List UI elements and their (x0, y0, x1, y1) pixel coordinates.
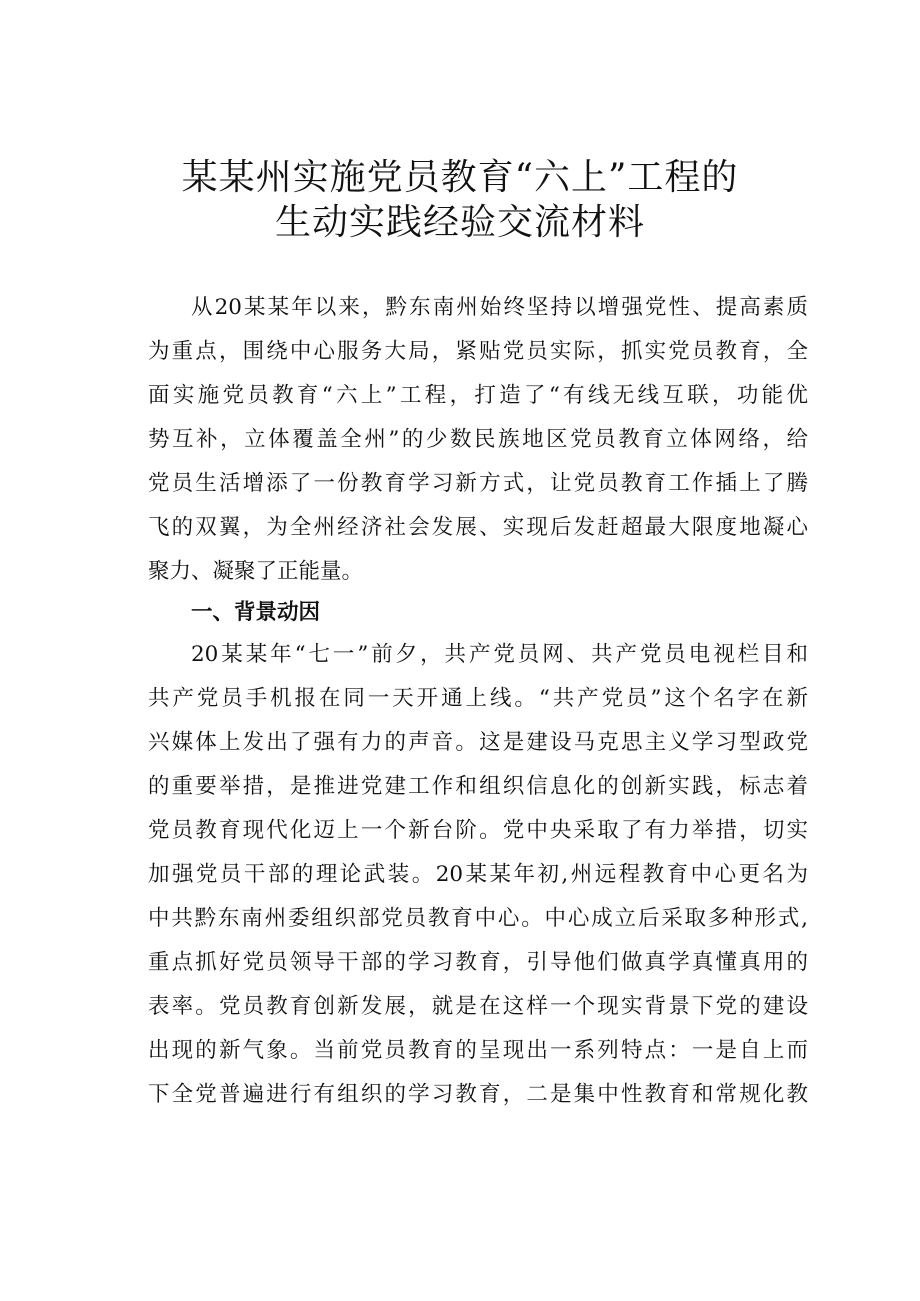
paragraph-line: 为重点，围绕中心服务大局，紧贴党员实际，抓实党员教育，全 (148, 339, 808, 364)
document-title-line-1: 某某州实施党员教育“六上”工程的 (181, 157, 739, 198)
paragraph-line: 共产党员手机报在同一天开通上线。“共产党员”这个名字在新 (148, 686, 808, 711)
paragraph-line: 兴媒体上发出了强有力的声音。这是建设马克思主义学习型政党 (148, 730, 808, 755)
section-heading-background: 一、背景动因 (191, 600, 321, 625)
paragraph-line: 表率。党员教育创新发展，就是在这样一个现实背景下党的建设 (148, 994, 808, 1019)
paragraph-line: 势互补，立体覆盖全州”的少数民族地区党员教育立体网络，给 (148, 427, 808, 452)
paragraph-line: 飞的双翼，为全州经济社会发展、实现后发赶超最大限度地凝心 (148, 515, 808, 540)
paragraph-line: 从20某某年以来，黔东南州始终坚持以增强党性、提高素质 (191, 295, 808, 320)
paragraph-line: 加强党员干部的理论武装。20某某年初,州远程教育中心更名为 (148, 862, 808, 887)
paragraph-background (148, 633, 808, 1117)
paragraph-line: 聚力、凝聚了正能量。 (148, 559, 364, 584)
paragraph-intro (148, 286, 808, 594)
paragraph-line: 下全党普遍进行有组织的学习教育，二是集中性教育和常规化教 (148, 1082, 808, 1107)
paragraph-line: 的重要举措，是推进党建工作和组织信息化的创新实践，标志着 (148, 774, 808, 799)
paragraph-line: 出现的新气象。当前党员教育的呈现出一系列特点：一是自上而 (148, 1038, 808, 1063)
paragraph-line: 党员生活增添了一份教育学习新方式，让党员教育工作插上了腾 (148, 471, 808, 496)
paragraph-line: 中共黔东南州委组织部党员教育中心。中心成立后采取多种形式, (148, 906, 808, 931)
paragraph-line: 重点抓好党员领导干部的学习教育，引导他们做真学真懂真用的 (148, 950, 808, 975)
paragraph-line: 党员教育现代化迈上一个新台阶。党中央采取了有力举措，切实 (148, 818, 808, 843)
paragraph-line: 20某某年“七一”前夕，共产党员网、共产党员电视栏目和 (191, 642, 808, 667)
document-title-line-2: 生动实践经验交流材料 (274, 202, 645, 243)
paragraph-line: 面实施党员教育“六上”工程，打造了“有线无线互联，功能优 (148, 383, 808, 408)
